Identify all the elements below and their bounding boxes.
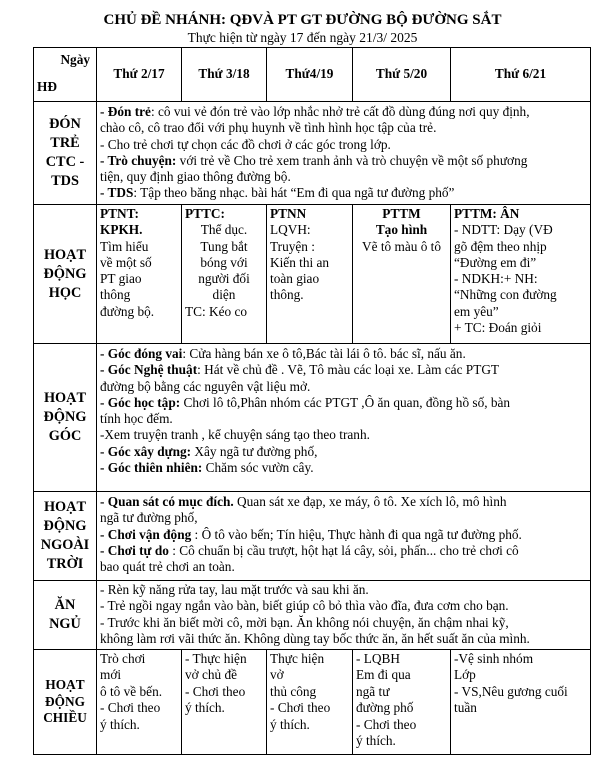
text-line: - Góc đóng vai: Cửa hàng bán xe ô tô,Bác tài lái ô tô. bác sĩ, nấu ăn. bbox=[100, 346, 466, 361]
corner-day-label: Ngày bbox=[60, 52, 90, 67]
corner-activity-label: HĐ bbox=[37, 78, 57, 94]
day-header: Thứ 6/21 bbox=[451, 48, 591, 102]
text-line: tiện, quy định giao thông đường bộ. bbox=[100, 169, 291, 185]
ngoai-troi-content bbox=[97, 492, 591, 581]
row-hoat-dong-goc bbox=[34, 344, 591, 492]
text-line: tính học đếm. bbox=[100, 411, 173, 427]
row-label-hoat-dong-hoc: HOẠT ĐỘNG HỌC bbox=[34, 205, 97, 344]
hoc-cell-thu: PTTM Tạo hình Vẽ tô màu ô tô bbox=[353, 205, 451, 344]
text-line: bao quát trẻ chơi an toàn. bbox=[100, 559, 235, 575]
text-line: - Đón trẻ: cô vui vẻ đón trẻ vào lớp nhắc nhở trẻ cất đồ dùng đúng nơi quy định, bbox=[100, 104, 530, 119]
chieu-cell-mon: Trò chơi mới ô tô về bến. - Chơi theo ý thích. bbox=[97, 650, 182, 755]
text-line: không làm rơi vãi thức ăn. Không dùng tay bốc thức ăn, ăn hết suất ăn của mình. bbox=[100, 630, 530, 646]
row-an-ngu bbox=[34, 581, 591, 650]
text-line: - Góc xây dựng: Xây ngã tư đường phố, bbox=[100, 443, 318, 459]
chieu-cell-fri: -Vệ sinh nhóm Lớp - VS,Nêu gương cuối tuần bbox=[451, 650, 591, 755]
page-subtitle: Thực hiện từ ngày 17 đến ngày 21/3/ 2025 bbox=[187, 30, 418, 45]
text-line: - Chơi vận động : Ô tô vào bến; Tín hiệu, Thực hành đi qua ngã tư đường phố. bbox=[100, 526, 522, 542]
text-line: chào cô, cô trao đổi với phụ huynh về tình hình học tập của trẻ. bbox=[100, 120, 437, 136]
hoc-cell-tue: PTTC: Thể dục. Tung bắt bóng với người đối diện TC: Kéo co bbox=[182, 205, 267, 344]
page-title: CHỦ ĐỀ NHÁNH: QĐVÀ PT GT ĐƯỜNG BỘ ĐƯỜNG SẮT bbox=[103, 12, 502, 28]
day-header: Thứ 5/20 bbox=[353, 48, 451, 102]
row-ngoai-troi bbox=[34, 492, 591, 581]
hoc-cell-fri: PTTM: ÂN - NDTT: Dạy (VĐ gõ đệm theo nhịp “Đường em đi” - NDKH:+ NH: “Những con đường em yêu” + TC: Đoán giỏi bbox=[451, 205, 591, 344]
text-line: - TDS: Tập theo băng nhạc. bài hát “Em đi qua ngã tư đường phố” bbox=[100, 185, 455, 201]
hoc-cell-mon: PTNT: KPKH. Tìm hiểu về một số PT giao thông đường bộ. bbox=[97, 205, 182, 344]
text-line: - Trò chuyện: với trẻ về Cho trẻ xem tranh ảnh và trò chuyện về một số phương bbox=[100, 152, 528, 168]
row-label-ngoai-troi: HOẠT ĐỘNG NGOÀI TRỜI bbox=[34, 492, 97, 581]
text-line: - Góc học tập: Chơi lô tô,Phân nhóm các PTGT ,Ô ăn quan, đồng hồ số, bàn bbox=[100, 394, 511, 410]
day-header: Thứ 2/17 bbox=[97, 48, 182, 102]
text-line: - Chơi tự do : Cô chuẩn bị cầu trượt, hột hạt lá cây, sỏi, phấn... cho trẻ chơi cô bbox=[100, 542, 519, 558]
corner-cell bbox=[34, 48, 97, 102]
text-line: - Góc Nghệ thuật: Hát về chủ đề . Vẽ, Tô màu các loại xe. Làm các PTGT bbox=[100, 362, 500, 378]
text-line: - Trước khi ăn biết mời cô, mời bạn. Ăn không nói chuyện, ăn chậm nhai kỹ, bbox=[100, 614, 509, 630]
text-line: -Xem truyện tranh , kể chuyện sáng tạo theo tranh. bbox=[100, 427, 370, 443]
chieu-cell-tue: - Thực hiện vở chủ đề - Chơi theo ý thích. bbox=[182, 650, 267, 755]
text-line: - Rèn kỹ năng rửa tay, lau mặt trước và sau khi ăn. bbox=[100, 582, 369, 597]
row-label-hoat-dong-goc: HOẠT ĐỘNG GÓC bbox=[34, 344, 97, 492]
row-hoat-dong-hoc bbox=[34, 205, 591, 344]
day-header: Thứ4/19 bbox=[267, 48, 353, 102]
text-line: - Quan sát có mục đích. Quan sát xe đạp, xe máy, ô tô. Xe xích lô, mô hình bbox=[100, 494, 507, 509]
don-tre-content bbox=[97, 102, 591, 205]
schedule-table bbox=[33, 47, 591, 755]
hoc-cell-wed: PTNN LQVH: Truyện : Kiến thi an toàn giao thông. bbox=[267, 205, 353, 344]
chieu-cell-wed: Thực hiện vở thủ công - Chơi theo ý thích. bbox=[267, 650, 353, 755]
row-don-tre bbox=[34, 102, 591, 205]
hoat-dong-goc-content bbox=[97, 344, 591, 492]
row-label-hoat-dong-chieu: HOẠT ĐỘNG CHIỀU bbox=[34, 650, 97, 755]
text-line: - Trẻ ngồi ngay ngắn vào bàn, biết giúp cô bỏ thìa vào đĩa, đưa cơm cho bạn. bbox=[100, 598, 509, 614]
text-line: ngã tư đường phố, bbox=[100, 510, 198, 526]
chieu-cell-thu: - LQBH Em đi qua ngã tư đường phố - Chơi theo ý thích. bbox=[353, 650, 451, 755]
an-ngu-content bbox=[97, 581, 591, 650]
row-hoat-dong-chieu bbox=[34, 650, 591, 755]
text-line: - Góc thiên nhiên: Chăm sóc vườn cây. bbox=[100, 460, 314, 476]
text-line: đường bộ bằng các nguyên vật liệu mở. bbox=[100, 378, 311, 394]
row-label-an-ngu: ĂN NGỦ bbox=[34, 581, 97, 650]
text-line: - Cho trẻ chơi tự chọn các đồ chơi ở các góc trong lớp. bbox=[100, 136, 391, 152]
day-header: Thứ 3/18 bbox=[182, 48, 267, 102]
header-row bbox=[34, 48, 591, 102]
row-label-don-tre: ĐÓN TRẺ CTC - TDS bbox=[34, 102, 97, 205]
